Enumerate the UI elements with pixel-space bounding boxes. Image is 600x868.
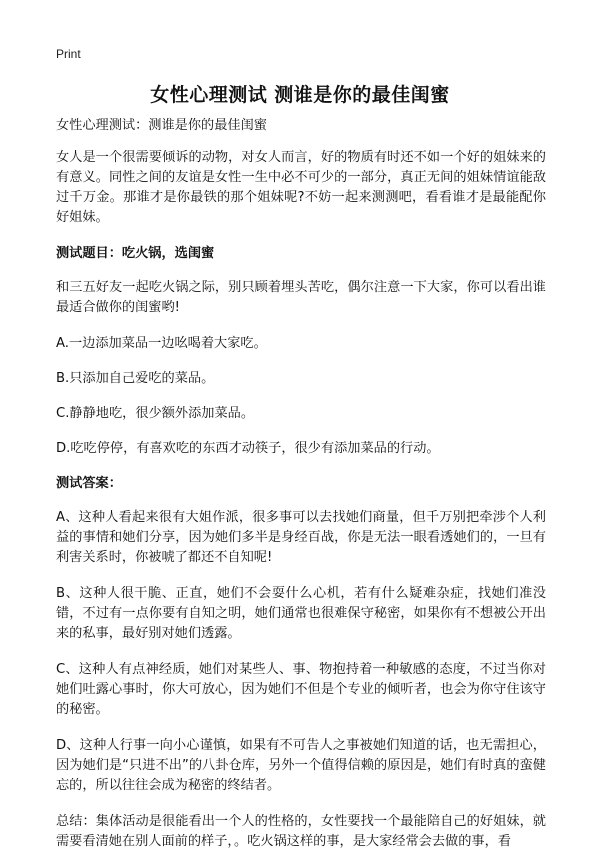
- answer-d: D、这种人行事一向小心谨慎，如果有不可告人之事被她们知道的话，也无需担心，因为她们是“只进不出”的八卦仓库，另外一个值得信赖的原因是，她们有时真的蛮健忘的，所以往往会成为秘密的终结者。: [56, 738, 546, 793]
- answer-a: A、这种人看起来很有大姐作派，很多事可以去找她们商量，但千万别把牵涉个人利益的事情和她们分享，因为她们多半是身经百战，你是无法一眼看透她们的，一旦有利害关系时，你被唬了都还不自知呢!: [56, 510, 546, 565]
- article-body: [56, 116, 546, 868]
- page-title: 女性心理测试 测谁是你的最佳闺蜜: [150, 84, 450, 106]
- question-paragraph: 和三五好友一起吃火锅之际，别只顾着埋头苦吃，偶尔注意一下大家，你可以看出谁最适合做你的闺蜜哟!: [56, 280, 546, 315]
- option-d: D.吃吃停停，有喜欢吃的东西才动筷子，很少有添加菜品的行动。: [56, 441, 440, 456]
- answer-heading: 测试答案：: [56, 476, 122, 491]
- answer-b: B、这种人很干脆、正直，她们不会耍什么心机，若有什么疑难杂症，找她们准没错，不过有一点你要有自知之明，她们通常也很难保守秘密，如果你有不想被公开出来的私事，最好别对她们透露。: [56, 586, 546, 641]
- option-a: A.一边添加菜品一边吆喝着大家吃。: [56, 336, 267, 351]
- summary-paragraph: 总结：集体活动是很能看出一个人的性格的，女性要找一个最能陪自己的好姐妹，就需要看清她在别人面前的样子，。吃火锅这样的事，是大家经常会去做的事，看: [56, 814, 546, 849]
- option-c: C.静静地吃，很少额外添加菜品。: [56, 406, 255, 421]
- option-b: B.只添加自己爱吃的菜品。: [56, 371, 215, 386]
- article-subtitle: 女性心理测试：测谁是你的最佳闺蜜: [56, 118, 267, 133]
- question-heading: 测试题目：吃火锅，选闺蜜: [56, 246, 215, 261]
- intro-paragraph: 女人是一个很需要倾诉的动物，对女人而言，好的物质有时还不如一个好的姐妹来的有意义。同性之间的友谊是女性一生中必不可少的一部分，真正无间的姐妹情谊能敌过千万金。那谁才是你最铁的那个姐妹呢?不妨一起来测测吧，看看谁才是最能配你好姐妹。: [56, 150, 546, 225]
- print-label: Print: [56, 47, 81, 61]
- answer-c: C、这种人有点神经质，她们对某些人、事、物抱持着一种敏感的态度，不过当你对她们吐露心事时，你大可放心，因为她们不但是个专业的倾听者，也会为你守住该守的秘密。: [56, 662, 546, 717]
